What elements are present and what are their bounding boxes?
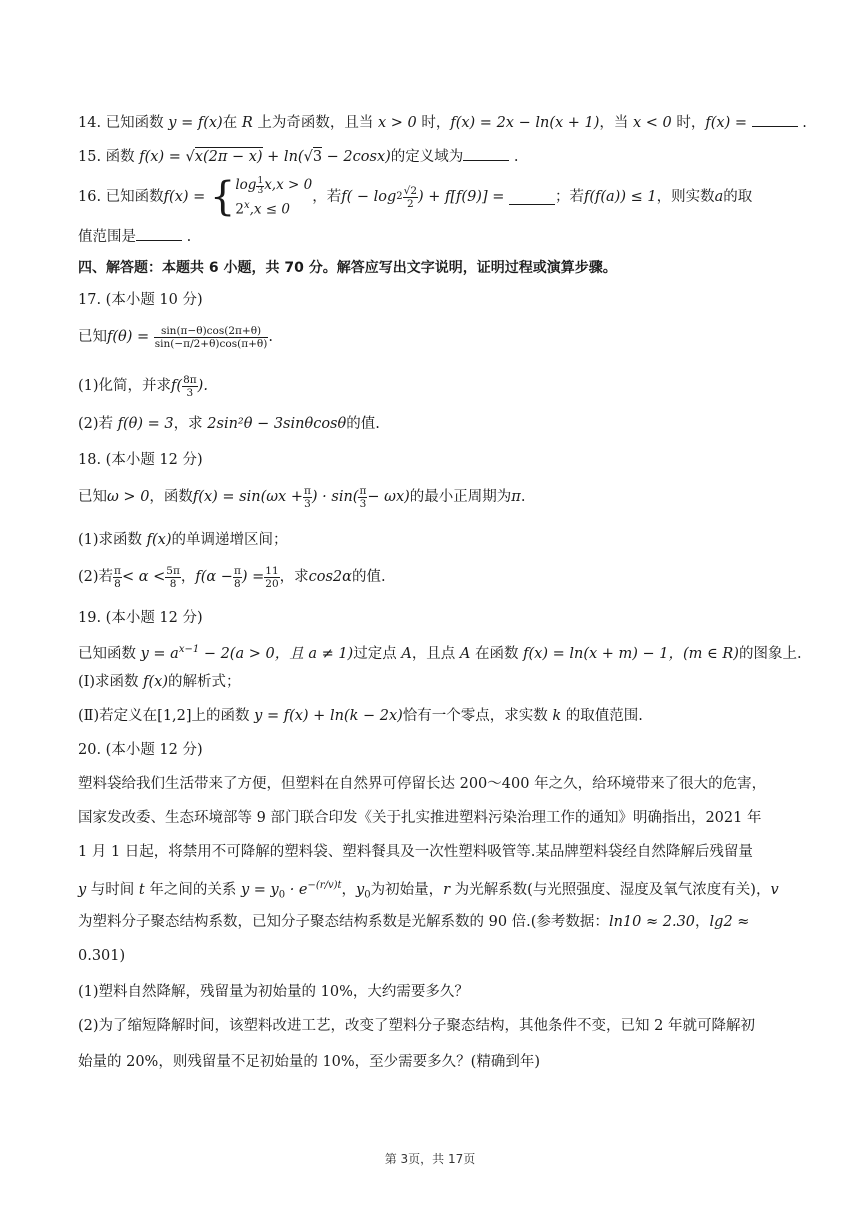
- q19-part2: [78, 706, 780, 726]
- q17-text: 的值.: [346, 416, 380, 432]
- q16-expr: 2: [235, 201, 244, 218]
- q14-var: R: [241, 115, 253, 131]
- q15-text: 的定义域为: [390, 149, 464, 165]
- q18-text: (2)若: [78, 569, 114, 585]
- q20-expr: 0: [278, 889, 286, 901]
- q17-given: [78, 320, 780, 354]
- question-16: [78, 176, 780, 218]
- q15-expr: f(x) =: [139, 149, 186, 165]
- case-brace: {: [209, 174, 236, 220]
- q14-expr: f(x) =: [705, 115, 748, 131]
- q18-expr: π: [114, 564, 121, 577]
- piecewise-cases: [235, 175, 312, 219]
- q18-expr: f(x) = sin(ωx +: [192, 489, 303, 505]
- q16-expr: ,x ≤ 0: [249, 201, 290, 218]
- q19-expr: f(x): [143, 674, 169, 690]
- q18-expr: < α <: [121, 569, 166, 585]
- q15-expr: + ln(: [262, 149, 304, 165]
- q18-given: [78, 482, 780, 512]
- answer-blank: [752, 112, 798, 127]
- q18-text: ，求: [279, 569, 309, 585]
- q17-text: (2)若: [78, 416, 118, 432]
- q14-text: .: [797, 115, 807, 131]
- q16-expr: f(f(a)) ≤ 1: [583, 189, 657, 205]
- q20-paragraph-line: 1 月 1 日起，将禁用不可降解的塑料袋、塑料餐具及一次性塑料吸管等.某品牌塑料袋经自然降解后残留量: [78, 844, 753, 860]
- q14-expr: x < 0: [633, 115, 672, 131]
- q18-expr: 20: [265, 577, 279, 590]
- q20-paragraph-line: [78, 912, 780, 932]
- q19-expr: y = f(x) + ln(k − 2x): [254, 708, 403, 724]
- q14-expr: y = f(x): [168, 115, 223, 131]
- q14-expr: x > 0: [377, 115, 417, 131]
- q16-text: 16. 已知函数: [78, 189, 164, 205]
- q20-paragraph-line: [78, 876, 780, 906]
- q18-text: ，: [180, 569, 196, 585]
- q17-numerator: sin(π−θ)cos(2π+θ): [154, 325, 269, 338]
- q20-text: 年之间的关系: [144, 881, 241, 898]
- q19-header: 19. (本小题 12 分): [78, 610, 203, 626]
- q19-text: ，且点: [411, 645, 460, 662]
- q20-paragraph-line: 国家发改委、生态环境部等 9 部门联合印发《关于扎实推进塑料污染治理工作的通知》明确指出，2021 年: [78, 810, 762, 826]
- q18-expr: 3: [359, 497, 367, 510]
- q20-text: 为光解系数(与光照强度、湿度及氧气浓度有关)，: [450, 881, 771, 898]
- q20-part2: (2)为了缩短降解时间，该塑料改进工艺，改变了塑料分子聚态结构，其他条件不变，已知 2 年就可降解初: [78, 1018, 755, 1034]
- q19-var: A: [459, 645, 471, 662]
- q14-text: 时，: [416, 115, 451, 131]
- q14-text: 时，: [671, 115, 706, 131]
- q15-expr: 3: [312, 149, 323, 165]
- q20-var: v: [770, 881, 779, 898]
- q16-text: .: [182, 229, 192, 245]
- q19-expr: y = a: [140, 645, 179, 662]
- q19-text: (Ⅱ)若定义在: [78, 708, 158, 724]
- q17-text: .: [268, 329, 273, 345]
- answer-blank: [463, 146, 509, 161]
- q18-expr: 5π: [166, 564, 180, 577]
- q18-text: .: [520, 489, 526, 505]
- q16-expr: x,x > 0: [264, 176, 313, 193]
- q19-text: 在函数: [470, 645, 524, 662]
- q20-text: ，: [341, 881, 357, 898]
- q17-text: 已知: [78, 329, 107, 345]
- q18-expr: cos2α: [308, 569, 352, 585]
- q20-expr: 0: [364, 889, 371, 901]
- q16-expr: 1: [257, 175, 264, 186]
- q17-expr: 2sin²θ − 3sinθcosθ: [207, 416, 347, 432]
- q19-expr: [1,2]: [157, 708, 192, 724]
- q16-text: ，则实数: [656, 189, 715, 205]
- q18-expr: 3: [304, 497, 311, 510]
- q17-expr: 3: [186, 386, 194, 399]
- q20-expr: −(r/v)t: [307, 880, 342, 891]
- q14-text: 在: [222, 115, 242, 131]
- q20-var: y: [356, 881, 365, 898]
- q18-expr: − ωx): [367, 489, 410, 505]
- q18-expr: 8: [169, 577, 177, 590]
- q18-expr: ) =: [241, 569, 265, 585]
- q20-text: 与时间: [86, 881, 139, 898]
- q20-expr: ln10 ≈ 2.30: [608, 914, 696, 930]
- q20-text: ，: [695, 914, 710, 930]
- q16-expr: log: [235, 176, 257, 193]
- q19-var: A: [401, 645, 412, 662]
- q17-text: ，求: [173, 416, 208, 432]
- q20-expr: y = y: [240, 881, 279, 898]
- q18-part2: [78, 562, 780, 592]
- q18-expr: f(x): [146, 532, 172, 548]
- q16-expr: ) + f[f(9)] =: [418, 189, 505, 205]
- q17-expr: f(θ) = 3: [117, 416, 174, 432]
- q19-var: k: [552, 708, 562, 724]
- q15-expr: − 2cosx): [322, 149, 391, 165]
- q19-expr: f(x) = ln(x + m) − 1，(m ∈ R): [523, 645, 739, 662]
- q16-text: 的取: [723, 189, 753, 205]
- q16-expr: 2: [396, 191, 403, 202]
- q18-expr: π: [511, 489, 521, 505]
- question-14: [78, 112, 807, 133]
- q17-part2: [78, 414, 780, 434]
- q16-expr: 2: [406, 197, 414, 210]
- q18-expr: π: [303, 484, 311, 497]
- q19-given: [78, 640, 802, 664]
- q17-expr: f(θ) =: [107, 329, 150, 345]
- q16-expr: √2: [403, 184, 417, 197]
- q20-part2-cont: 始量的 20%，则残留量不足初始量的 10%，至少需要多久？(精确到年): [78, 1054, 540, 1070]
- q18-header: 18. (本小题 12 分): [78, 452, 203, 468]
- q18-expr: 8: [114, 577, 121, 590]
- q19-text: (Ⅰ)求函数: [78, 674, 144, 690]
- q18-part1: [78, 530, 780, 550]
- q18-expr: f(α −: [195, 569, 233, 585]
- q17-expr: 8π: [183, 373, 197, 386]
- q17-header: 17. (本小题 10 分): [78, 292, 203, 308]
- q15-text: .: [509, 149, 519, 165]
- q18-text: ，函数: [149, 489, 193, 505]
- question-15: 15. 函数 f(x) = √x(2π − x) + ln(√3 − 2cosx)的定义域为 .: [78, 146, 780, 167]
- q16-text: ，若: [312, 189, 342, 205]
- q20-var: t: [138, 881, 145, 898]
- q18-text: 的单调递增区间；: [171, 532, 288, 548]
- q16-expr: x: [243, 199, 250, 211]
- q20-expr: lg2 ≈: [709, 914, 750, 930]
- q20-header: 20. (本小题 12 分): [78, 742, 203, 758]
- q20-paragraph-line: 0.301): [78, 948, 126, 964]
- q18-text: (1)求函数: [78, 532, 147, 548]
- q16-expr: f(x) =: [163, 189, 206, 205]
- q16-var: a: [714, 189, 724, 205]
- q17-text: (1)化简，并求: [78, 378, 172, 394]
- q14-text: 上为奇函数，且当: [252, 115, 378, 131]
- q20-paragraph-line: 塑料袋给我们生活带来了方便，但塑料在自然界可停留长达 200～400 年之久，给环境带来了很大的危害，: [78, 776, 767, 792]
- q18-expr: 11: [265, 564, 279, 577]
- section-heading: 四、解答题：本题共 6 小题，共 70 分。解答应写出文字说明，证明过程或演算步骤。: [78, 260, 617, 276]
- q15-text: 15. 函数: [78, 149, 140, 165]
- q14-text: ，当: [599, 115, 634, 131]
- q20-expr: · e: [285, 881, 308, 898]
- q18-expr: ) · sin(: [311, 489, 359, 505]
- q14-text: 14. 已知函数: [78, 115, 169, 131]
- q19-text: 过定点: [353, 645, 402, 662]
- q16-text: ；若: [554, 189, 584, 205]
- q20-text: 为塑料分子聚态结构系数，已知分子聚态结构系数是光解系数的 90 倍.(参考数据：: [78, 914, 609, 930]
- q14-expr: f(x) = 2x − ln(x + 1): [450, 115, 600, 131]
- q19-text: 恰有一个零点，求实数: [402, 708, 553, 724]
- q19-text: 已知函数: [78, 645, 141, 662]
- q20-text: 为初始量，: [370, 881, 444, 898]
- q18-expr: ω > 0: [107, 489, 150, 505]
- answer-blank: [509, 190, 555, 205]
- q19-text: 的图象上.: [738, 645, 802, 662]
- q20-part1: (1)塑料自然降解，残留量为初始量的 10%，大约需要多久？: [78, 984, 469, 1000]
- q20-var: r: [443, 881, 451, 898]
- q18-expr: π: [359, 484, 367, 497]
- q19-expr: − 2(a > 0，且 a ≠ 1): [199, 645, 354, 662]
- q17-denominator: sin(−π/2+θ)cos(π+θ): [154, 337, 268, 350]
- q16-expr: f( − log: [341, 189, 397, 205]
- page-footer: 第 3页，共 17页: [384, 1152, 476, 1166]
- q19-text: 上的函数: [191, 708, 255, 724]
- q17-expr: f(: [171, 378, 183, 394]
- answer-blank: [136, 226, 182, 241]
- q18-text: 已知: [78, 489, 107, 505]
- q17-expr: ).: [197, 378, 208, 394]
- q19-text: 的解析式；: [168, 674, 241, 690]
- q17-part1: [78, 372, 780, 400]
- q19-text: 的取值范围.: [561, 708, 643, 724]
- q19-expr: x−1: [178, 644, 200, 655]
- q15-expr: x(2π − x): [194, 149, 263, 165]
- q18-text: 的值.: [351, 569, 386, 585]
- q18-expr: π: [233, 564, 241, 577]
- question-16-cont: [78, 226, 780, 247]
- q20-var: y: [78, 881, 87, 898]
- q16-text: 值范围是: [78, 229, 136, 245]
- q16-expr: 3: [257, 185, 264, 196]
- q19-part1: [78, 672, 780, 692]
- q18-expr: 8: [234, 577, 241, 590]
- q18-text: 的最小正周期为: [409, 489, 512, 505]
